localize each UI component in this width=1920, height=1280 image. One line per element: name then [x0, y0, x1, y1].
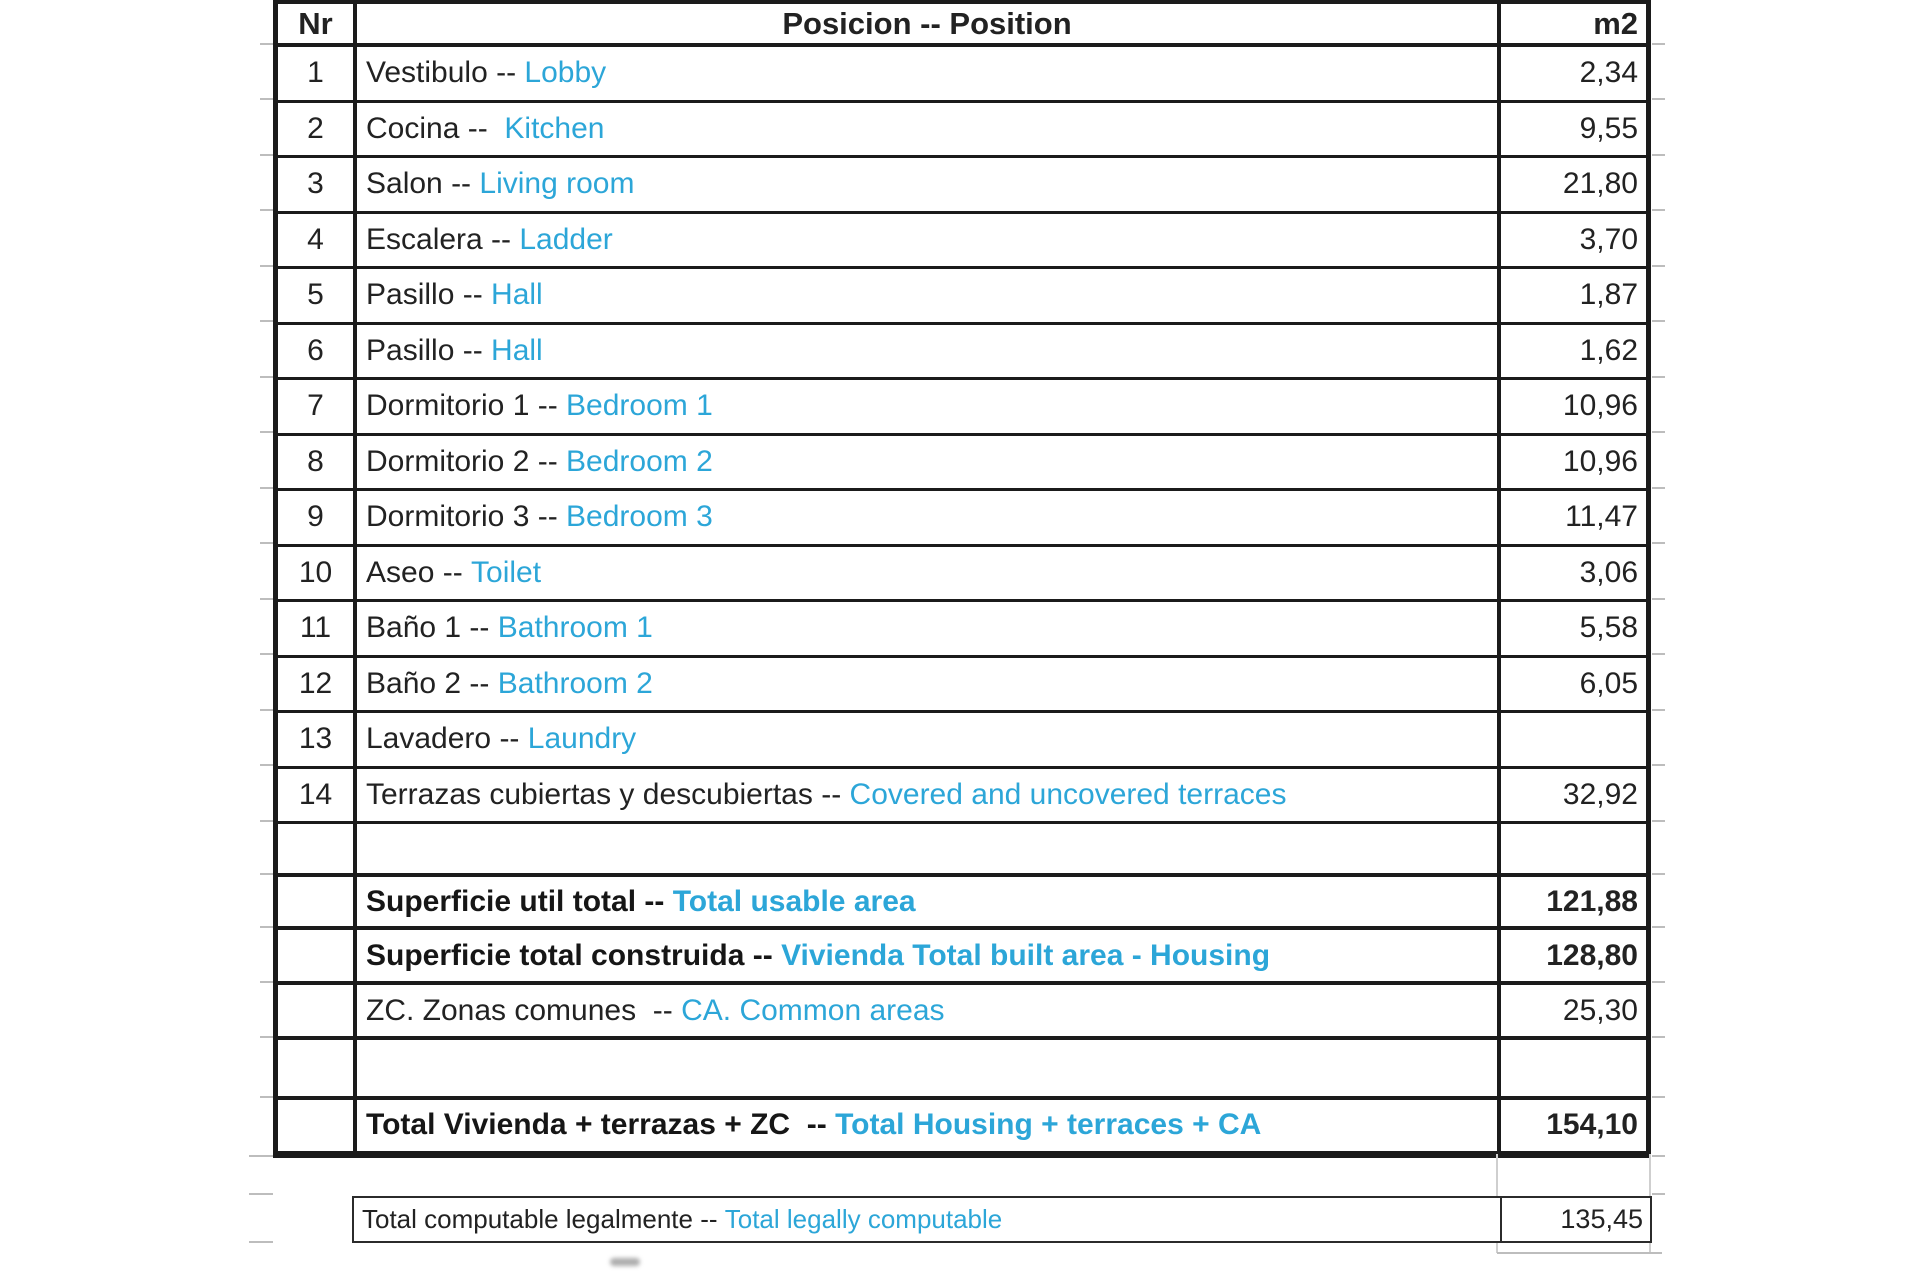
label-en: CA. Common areas	[681, 993, 945, 1027]
label-en: Kitchen	[504, 111, 605, 145]
gridline-stub	[1652, 487, 1665, 489]
table-row	[278, 103, 1646, 159]
gridline-stub	[260, 320, 273, 322]
label-es: Pasillo	[366, 278, 455, 312]
gridline-stub	[1652, 320, 1665, 322]
position-cell	[357, 985, 1497, 1036]
grand-total-label	[357, 1100, 1497, 1151]
gridline-stub	[1652, 926, 1665, 928]
position-cell	[357, 658, 1497, 711]
gridline-stub	[260, 926, 273, 928]
row-number-cell: 3	[278, 158, 357, 211]
table-row	[278, 713, 1646, 769]
label-en: Vivienda Total built area - Housing	[781, 938, 1271, 972]
row-number-cell: 14	[278, 769, 357, 822]
gridline-stub	[1652, 98, 1665, 100]
table-row	[278, 658, 1646, 714]
gridline-stub	[260, 1096, 273, 1098]
row-number-cell: 9	[278, 491, 357, 544]
gridline-stub	[260, 709, 273, 711]
legal-total-value: 135,45	[1500, 1198, 1650, 1241]
label-en: Laundry	[527, 722, 637, 756]
label-en: Total legally computable	[724, 1204, 1003, 1234]
separator: --	[491, 722, 528, 756]
label-en: Bedroom 3	[566, 500, 713, 534]
label-en: Covered and uncovered terraces	[849, 777, 1287, 811]
separator: --	[798, 1108, 836, 1142]
gridline-stub	[260, 209, 273, 211]
gridline-stub	[260, 1036, 273, 1038]
label-es: Superficie util total	[366, 884, 637, 918]
row-number-cell: 6	[278, 325, 357, 378]
area-value-cell: 128,80	[1497, 930, 1646, 981]
separator: --	[644, 993, 682, 1027]
scan-artifact	[610, 1258, 640, 1266]
position-cell	[357, 930, 1497, 981]
area-value-cell: 3,06	[1497, 547, 1646, 600]
label-en: Hall	[491, 278, 543, 312]
row-number-cell: 12	[278, 658, 357, 711]
position-cell	[357, 877, 1497, 926]
area-value-cell: 32,92	[1497, 769, 1646, 822]
gridline-stub	[1496, 1154, 1498, 1196]
separator: --	[692, 1204, 725, 1234]
label-es: Escalera	[366, 222, 483, 256]
separator: --	[487, 56, 525, 90]
area-value-cell: 5,58	[1497, 602, 1646, 655]
gridline-stub	[260, 98, 273, 100]
label-es: Total Vivienda + terrazas + ZC	[366, 1108, 799, 1142]
position-cell	[357, 214, 1497, 267]
gridline-stub	[1649, 1154, 1651, 1196]
position-cell	[357, 602, 1497, 655]
row-number-cell: 8	[278, 436, 357, 489]
separator: --	[636, 884, 673, 918]
summary-section	[278, 877, 1646, 1040]
gridline-stub	[1652, 873, 1665, 875]
label-es: ZC. Zonas comunes	[366, 993, 645, 1027]
table-row	[278, 436, 1646, 492]
label-es: Vestibulo	[366, 56, 488, 90]
separator: --	[454, 333, 492, 367]
table-row	[278, 214, 1646, 270]
gridline-stub	[260, 598, 273, 600]
separator: --	[529, 500, 567, 534]
gridline-stub	[249, 1193, 273, 1195]
label-es: Lavadero	[366, 722, 492, 756]
gridline-stub	[260, 265, 273, 267]
position-cell	[357, 47, 1497, 100]
gridline-stub	[1652, 209, 1665, 211]
table-row	[278, 158, 1646, 214]
label-es: Dormitorio 1	[366, 389, 530, 423]
area-value-cell: 121,88	[1497, 877, 1646, 926]
table-body	[278, 47, 1646, 824]
position-cell	[357, 380, 1497, 433]
gridline-stub	[260, 43, 273, 45]
gridline-stub	[1652, 709, 1665, 711]
label-es: Cocina	[366, 111, 460, 145]
label-en: Lobby	[524, 56, 607, 90]
gridline-stub	[1652, 1036, 1665, 1038]
area-value-cell: 25,30	[1497, 985, 1646, 1036]
gridline-stub	[1652, 820, 1665, 822]
gridline-stub	[1652, 764, 1665, 766]
gridline-stub	[1652, 154, 1665, 156]
gridline-stub	[1652, 43, 1665, 45]
row-number-cell: 7	[278, 380, 357, 433]
gridline-stub	[260, 764, 273, 766]
table-row-summary	[278, 985, 1646, 1040]
table-row	[278, 325, 1646, 381]
gridline-stub	[260, 542, 273, 544]
position-cell	[357, 158, 1497, 211]
legal-total-row	[352, 1196, 1652, 1243]
label-es: Terrazas cubiertas y descubiertas	[366, 777, 813, 811]
gridline-stub	[260, 653, 273, 655]
table-row	[278, 547, 1646, 603]
table-row-summary	[278, 877, 1646, 930]
label-es: Salon	[366, 167, 443, 201]
gridline-stub	[1652, 981, 1665, 983]
label-en: Ladder	[519, 222, 613, 256]
label-en: Total Housing + terraces + CA	[835, 1108, 1262, 1142]
table-row	[278, 602, 1646, 658]
area-value-cell: 6,05	[1497, 658, 1646, 711]
row-number-cell	[278, 877, 357, 926]
gridline-stub	[260, 820, 273, 822]
label-es: Dormitorio 3	[366, 500, 530, 534]
area-value-cell: 10,96	[1497, 436, 1646, 489]
position-cell	[357, 436, 1497, 489]
position-cell	[357, 325, 1497, 378]
gridline-stub	[260, 981, 273, 983]
column-header-position: Posicion -- Position	[782, 5, 1072, 41]
label-en: Bathroom 1	[497, 611, 653, 645]
label-en: Bathroom 2	[497, 666, 653, 700]
area-value-cell	[1497, 713, 1646, 766]
grand-total-value: 154,10	[1497, 1100, 1646, 1151]
gridline-stub	[260, 873, 273, 875]
gridline-stub	[260, 431, 273, 433]
label-es: Baño 2	[366, 666, 462, 700]
row-number-cell	[278, 930, 357, 981]
table-row	[278, 269, 1646, 325]
label-es: Superficie total construida	[366, 938, 745, 972]
position-cell	[357, 769, 1497, 822]
separator: --	[461, 611, 498, 645]
label-en: Bedroom 1	[566, 389, 713, 423]
gridline-stub	[1652, 598, 1665, 600]
row-number-cell: 11	[278, 602, 357, 655]
area-value-cell: 1,62	[1497, 325, 1646, 378]
room-area-table	[273, 0, 1651, 1158]
table-row	[278, 47, 1646, 103]
area-value-cell: 10,96	[1497, 380, 1646, 433]
gridline-stub	[249, 1241, 273, 1243]
table-row-grand-total	[278, 1100, 1646, 1158]
row-number-cell: 10	[278, 547, 357, 600]
row-number-cell	[278, 985, 357, 1036]
label-en: Toilet	[471, 555, 542, 589]
separator: --	[529, 389, 567, 423]
area-value-cell: 2,34	[1497, 47, 1646, 100]
row-number-cell: 2	[278, 103, 357, 156]
row-number-cell: 13	[278, 713, 357, 766]
position-cell	[357, 547, 1497, 600]
column-header-m2: m2	[1497, 4, 1646, 43]
empty-row	[278, 1040, 1646, 1100]
separator: --	[812, 777, 850, 811]
separator: --	[529, 444, 567, 478]
label-es: Baño 1	[366, 611, 462, 645]
position-cell	[357, 269, 1497, 322]
label-en: Bedroom 2	[566, 444, 713, 478]
separator: --	[459, 111, 505, 145]
label-es: Pasillo	[366, 333, 455, 367]
table-row	[278, 769, 1646, 825]
empty-row	[278, 824, 1646, 877]
gridline-stub	[1652, 1096, 1665, 1098]
gridline-stub	[1497, 1252, 1662, 1254]
separator: --	[482, 222, 520, 256]
label-es: Dormitorio 2	[366, 444, 530, 478]
separator: --	[442, 167, 480, 201]
separator: --	[454, 278, 492, 312]
gridline-stub	[1652, 376, 1665, 378]
separator: --	[434, 555, 472, 589]
gridline-stub	[249, 1155, 273, 1157]
label-en: Total usable area	[672, 884, 916, 918]
label-en: Living room	[479, 167, 635, 201]
gridline-stub	[1652, 542, 1665, 544]
area-value-cell: 3,70	[1497, 214, 1646, 267]
separator: --	[461, 666, 498, 700]
row-number-cell: 1	[278, 47, 357, 100]
area-value-cell: 9,55	[1497, 103, 1646, 156]
gridline-stub	[1652, 1155, 1665, 1157]
gridline-stub	[1652, 265, 1665, 267]
legal-total-label	[354, 1198, 1500, 1241]
position-cell	[357, 103, 1497, 156]
table-header-row	[278, 4, 1646, 47]
label-es: Aseo	[366, 555, 435, 589]
table-row	[278, 380, 1646, 436]
table-row-summary	[278, 930, 1646, 985]
table-row	[278, 491, 1646, 547]
separator: --	[744, 938, 782, 972]
label-es: Total computable legalmente	[362, 1204, 693, 1234]
gridline-stub	[260, 376, 273, 378]
position-cell	[357, 713, 1497, 766]
row-number-cell: 4	[278, 214, 357, 267]
gridline-stub	[260, 154, 273, 156]
area-value-cell: 1,87	[1497, 269, 1646, 322]
row-number-cell: 5	[278, 269, 357, 322]
gridline-stub	[260, 487, 273, 489]
area-value-cell: 11,47	[1497, 491, 1646, 544]
gridline-stub	[1652, 653, 1665, 655]
label-en: Hall	[491, 333, 543, 367]
position-cell	[357, 491, 1497, 544]
gridline-stub	[1652, 1193, 1665, 1195]
column-header-nr: Nr	[278, 4, 357, 43]
gridline-stub	[1652, 431, 1665, 433]
area-value-cell: 21,80	[1497, 158, 1646, 211]
